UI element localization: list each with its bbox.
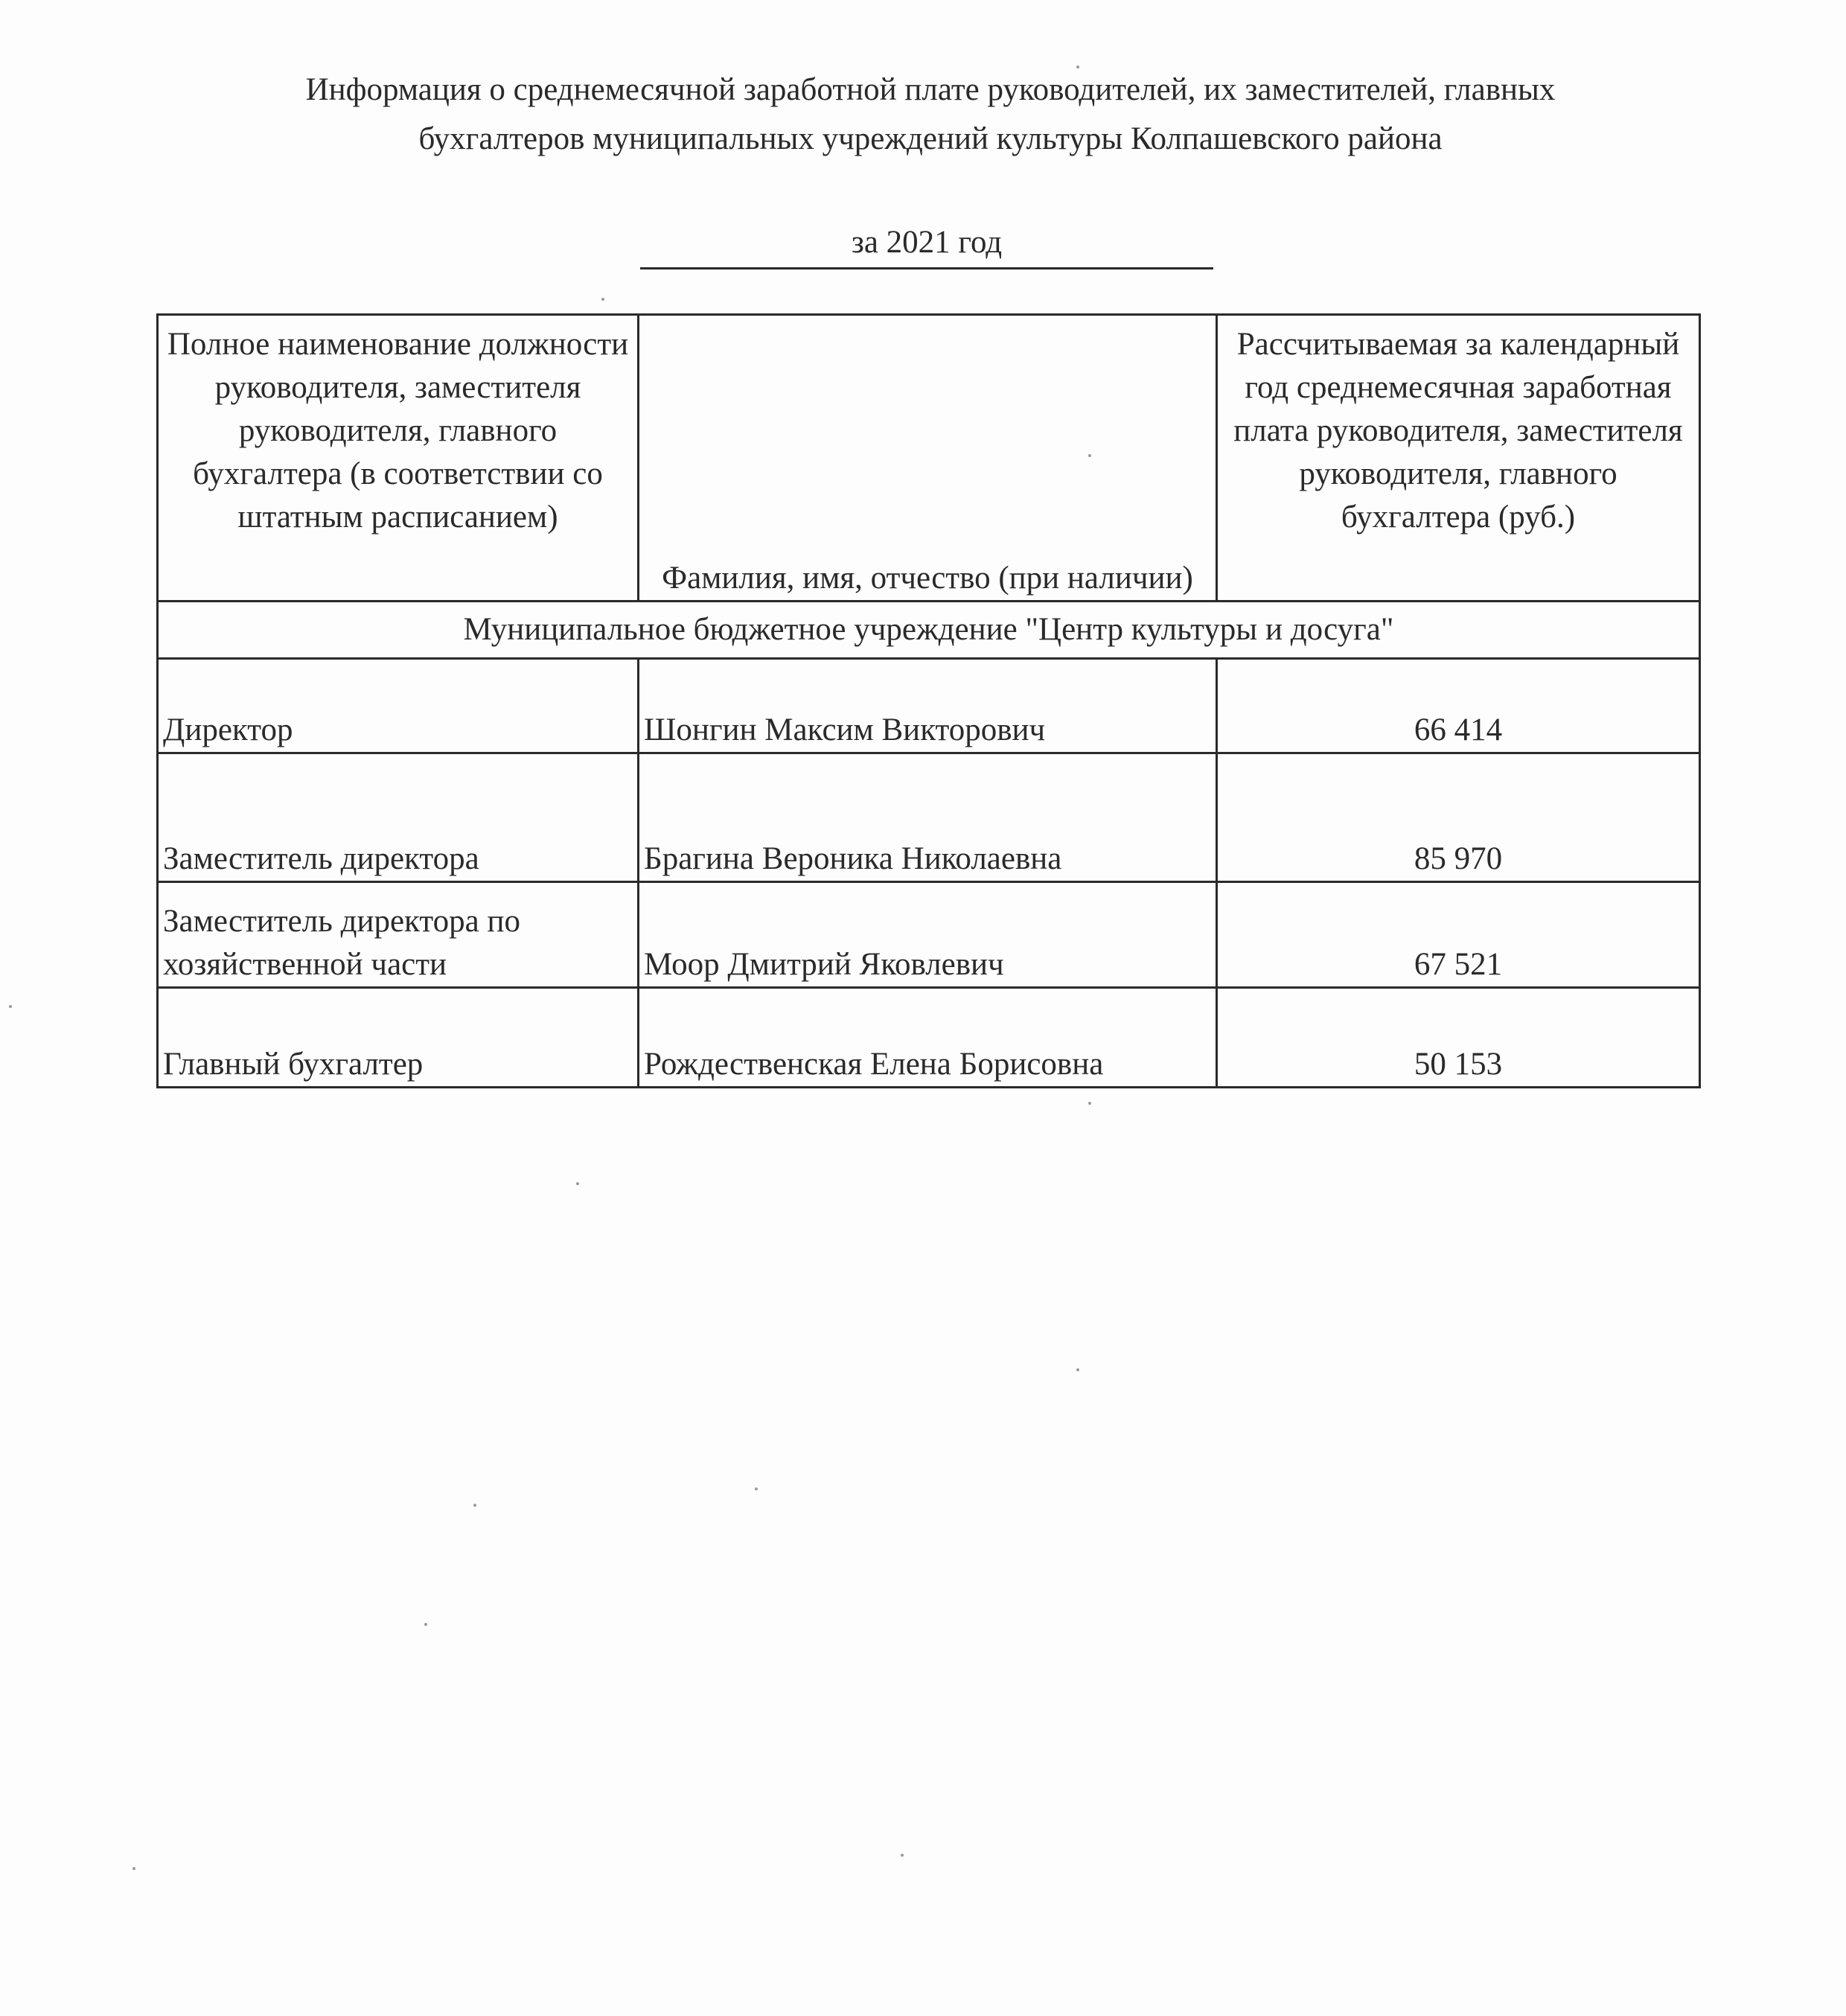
cell-position: Главный бухгалтер [158, 988, 639, 1088]
scan-speck [1088, 454, 1091, 457]
scan-speck [1088, 1102, 1091, 1105]
scan-speck [901, 1854, 904, 1857]
scan-speck [1076, 1368, 1079, 1371]
table-row [158, 659, 1700, 753]
scan-speck [473, 1504, 476, 1507]
cell-position: Заместитель директора по хозяйственной части [158, 882, 639, 988]
table-row [158, 882, 1700, 988]
cell-salary: 66 414 [1217, 659, 1700, 753]
scan-speck [601, 298, 604, 301]
section-row [158, 602, 1700, 659]
cell-salary: 50 153 [1217, 988, 1700, 1088]
scan-speck [132, 1867, 135, 1870]
header-full-name: Фамилия, имя, отчество (при наличии) [639, 315, 1217, 602]
header-position: Полное наименование должности руководителя, заместителя руководителя, главного бухгалтера (в соответствии со штатным расписанием) [158, 315, 639, 602]
title-line-2: бухгалтеров муниципальных учреждений культуры Колпашевского района [418, 121, 1443, 156]
scan-speck [755, 1487, 758, 1490]
scan-speck [424, 1623, 427, 1626]
table-header-row [158, 315, 1700, 602]
cell-name: Брагина Вероника Николаевна [639, 753, 1217, 882]
cell-salary: 85 970 [1217, 753, 1700, 882]
cell-name: Шонгин Максим Викторович [639, 659, 1217, 753]
salary-table [156, 313, 1701, 1088]
header-average-salary: Рассчитываемая за календарный год среднемесячная заработная плата руководителя, заместителя руководителя, главного бухгалтера (руб.) [1217, 315, 1700, 602]
document-title [149, 66, 1712, 164]
cell-position: Заместитель директора [158, 753, 639, 882]
cell-name: Рождественская Елена Борисовна [639, 988, 1217, 1088]
table-row [158, 753, 1700, 882]
report-period: за 2021 год [640, 220, 1213, 269]
institution-name: Муниципальное бюджетное учреждение "Центр культуры и досуга" [158, 602, 1700, 659]
scan-speck [1076, 66, 1079, 68]
cell-salary: 67 521 [1217, 882, 1700, 988]
scan-speck [576, 1182, 579, 1185]
scan-speck [9, 1005, 12, 1008]
table-row [158, 988, 1700, 1088]
cell-name: Моор Дмитрий Яковлевич [639, 882, 1217, 988]
cell-position: Директор [158, 659, 639, 753]
title-line-1: Информация о среднемесячной заработной плате руководителей, их заместителей, главных [305, 72, 1556, 107]
